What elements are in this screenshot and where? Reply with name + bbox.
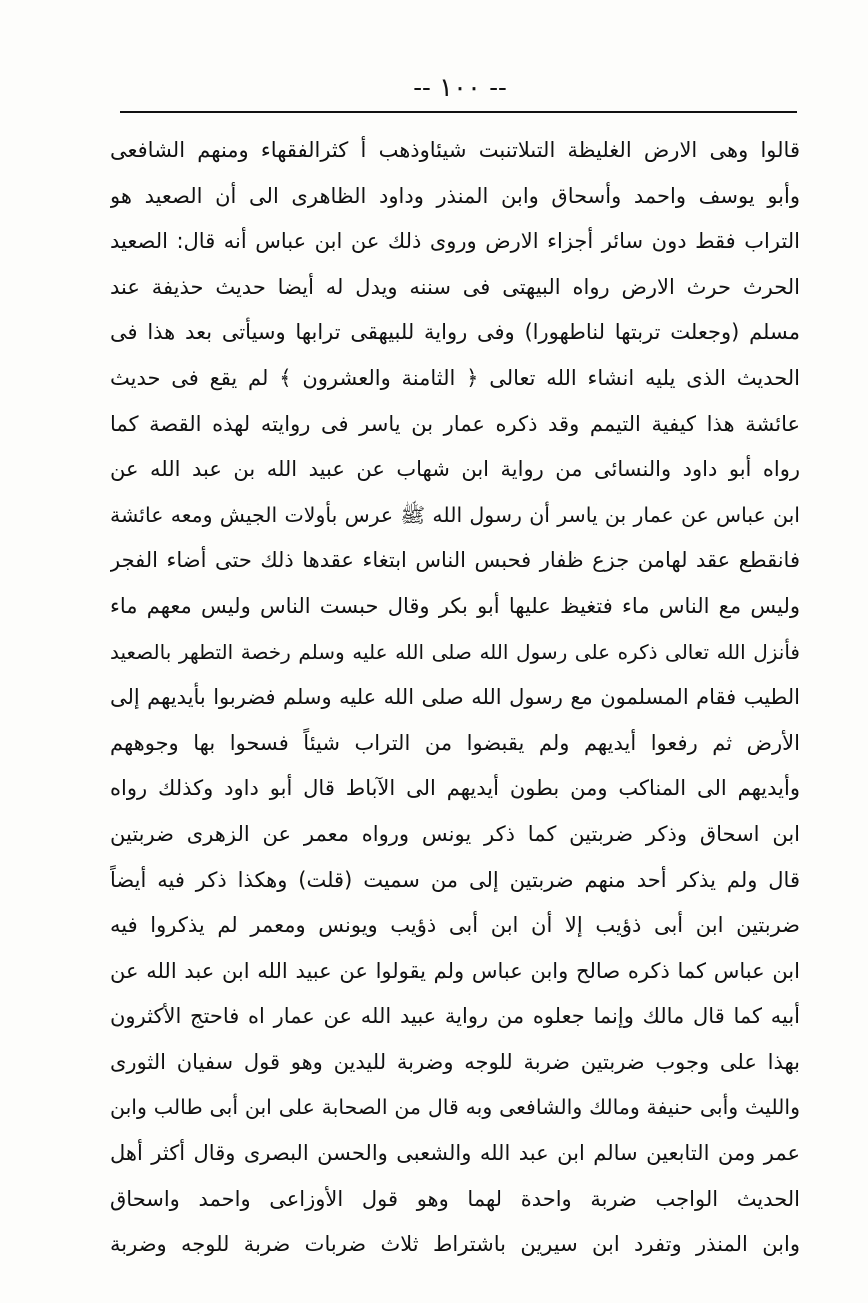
- text-line-2: وأبو يوسف واحمد وأسحاق وابن المنذر وداود الظاهرى الى أن الصعيد هو: [110, 183, 800, 208]
- header-rule: [120, 111, 797, 113]
- text-line-14: الأرض ثم رفعوا أيديهم ولم يقبضوا من التراب شيئاً فسحوا بها وجوههم: [110, 730, 800, 755]
- text-line-18: ضربتين ابن أبى ذؤيب إلا أن ابن أبى ذؤيب ويونس ومعمر لم يذكروا فيه: [110, 913, 800, 938]
- text-line-5: مسلم (وجعلت تربتها لناطهورا) وفى رواية للبيهقى ترابها وسيأتى بعد هذا فى: [110, 320, 800, 345]
- page-header: [120, 68, 800, 108]
- text-line-1: قالوا وهى الارض الغليظة التىلاتنبت شيئاوذهب أ كثرالفقهاء ومنهم الشافعى: [110, 138, 800, 162]
- text-line-10: فانقطع عقد لهامن جزع ظفار فحبس الناس ابتغاء عقدها ذلك حتى أضاء الفجر: [110, 548, 800, 573]
- text-line-15: وأيديهم الى المناكب ومن بطون أيديهم الى الآباط قال أبو داود وكذلك رواه: [110, 776, 800, 801]
- text-line-25: وابن المنذر وتفرد ابن سيرين باشتراط ثلاث ضربات ضربة للوجه وضربة: [110, 1232, 800, 1257]
- text-line-24: الحديث الواجب ضربة واحدة لهما وهو قول الأوزاعى واحمد واسحاق: [110, 1186, 800, 1211]
- text-line-21: بهذا على وجوب ضربتين ضربة للوجه وضربة لليدين وهو قول سفيان الثورى: [110, 1049, 800, 1074]
- text-line-12: فأنزل الله تعالى ذكره على رسول الله صلى الله عليه وسلم رخصة التطهر بالصعيد: [110, 639, 800, 664]
- text-line-16: ابن اسحاق وذكر ضربتين كما ذكر يونس ورواه معمر عن الزهرى ضربتين: [110, 821, 800, 846]
- body-text: [110, 128, 800, 1268]
- text-line-7: عائشة هذا كيفية التيمم وقد ذكره عمار بن ياسر فى روايته لهذه القصة كما: [110, 411, 800, 436]
- text-line-11: وليس مع الناس ماء فتغيظ عليها أبو بكر وقال حبست الناس وليس معهم ماء: [110, 593, 800, 618]
- text-line-6: الحديث الذى يليه انشاء الله تعالى ﴿ الثامنة والعشرون ﴾ لم يقع فى حديث: [110, 365, 800, 390]
- text-line-17: قال ولم يذكر أحد منهم ضربتين إلى من سميت (قلت) وهكذا ذكر فيه أيضاً: [110, 867, 800, 892]
- text-line-4: الحرث حرث الارض رواه البيهتى فى سننه ويدل له أيضا حديث حذيفة عند: [110, 274, 800, 299]
- page-number: -- ١٠٠ --: [413, 73, 507, 103]
- text-line-23: عمر ومن التابعين سالم ابن عبد الله والشعبى والحسن البصرى وقال أكثر أهل: [110, 1141, 800, 1166]
- text-line-19: ابن عباس كما ذكره صالح وابن عباس ولم يقولوا عن عبيد الله ابن عبد الله عن: [110, 958, 800, 983]
- text-line-22: والليث وأبى حنيفة ومالك والشافعى وبه قال من الصحابة على ابن أبى طالب وابن: [110, 1095, 800, 1120]
- text-line-20: أبيه كما قال مالك وإنما جعلوه من رواية عبيد الله عن عمار اه فاحتج الأكثرون: [110, 1004, 800, 1029]
- text-line-13: الطيب فقام المسلمون مع رسول الله صلى الله عليه وسلم فضربوا بأيديهم إلى: [110, 685, 800, 710]
- text-line-9: ابن عباس عن عمار بن ياسر أن رسول الله ﷺ عرس بأولات الجيش ومعه عائشة: [110, 502, 800, 527]
- text-line-8: رواه أبو داود والنسائى من رواية ابن شهاب عن عبيد الله بن عبد الله عن: [110, 457, 800, 482]
- text-line-3: التراب فقط دون سائر أجزاء الارض وروى ذلك عن ابن عباس أنه قال: الصعيد: [110, 229, 800, 254]
